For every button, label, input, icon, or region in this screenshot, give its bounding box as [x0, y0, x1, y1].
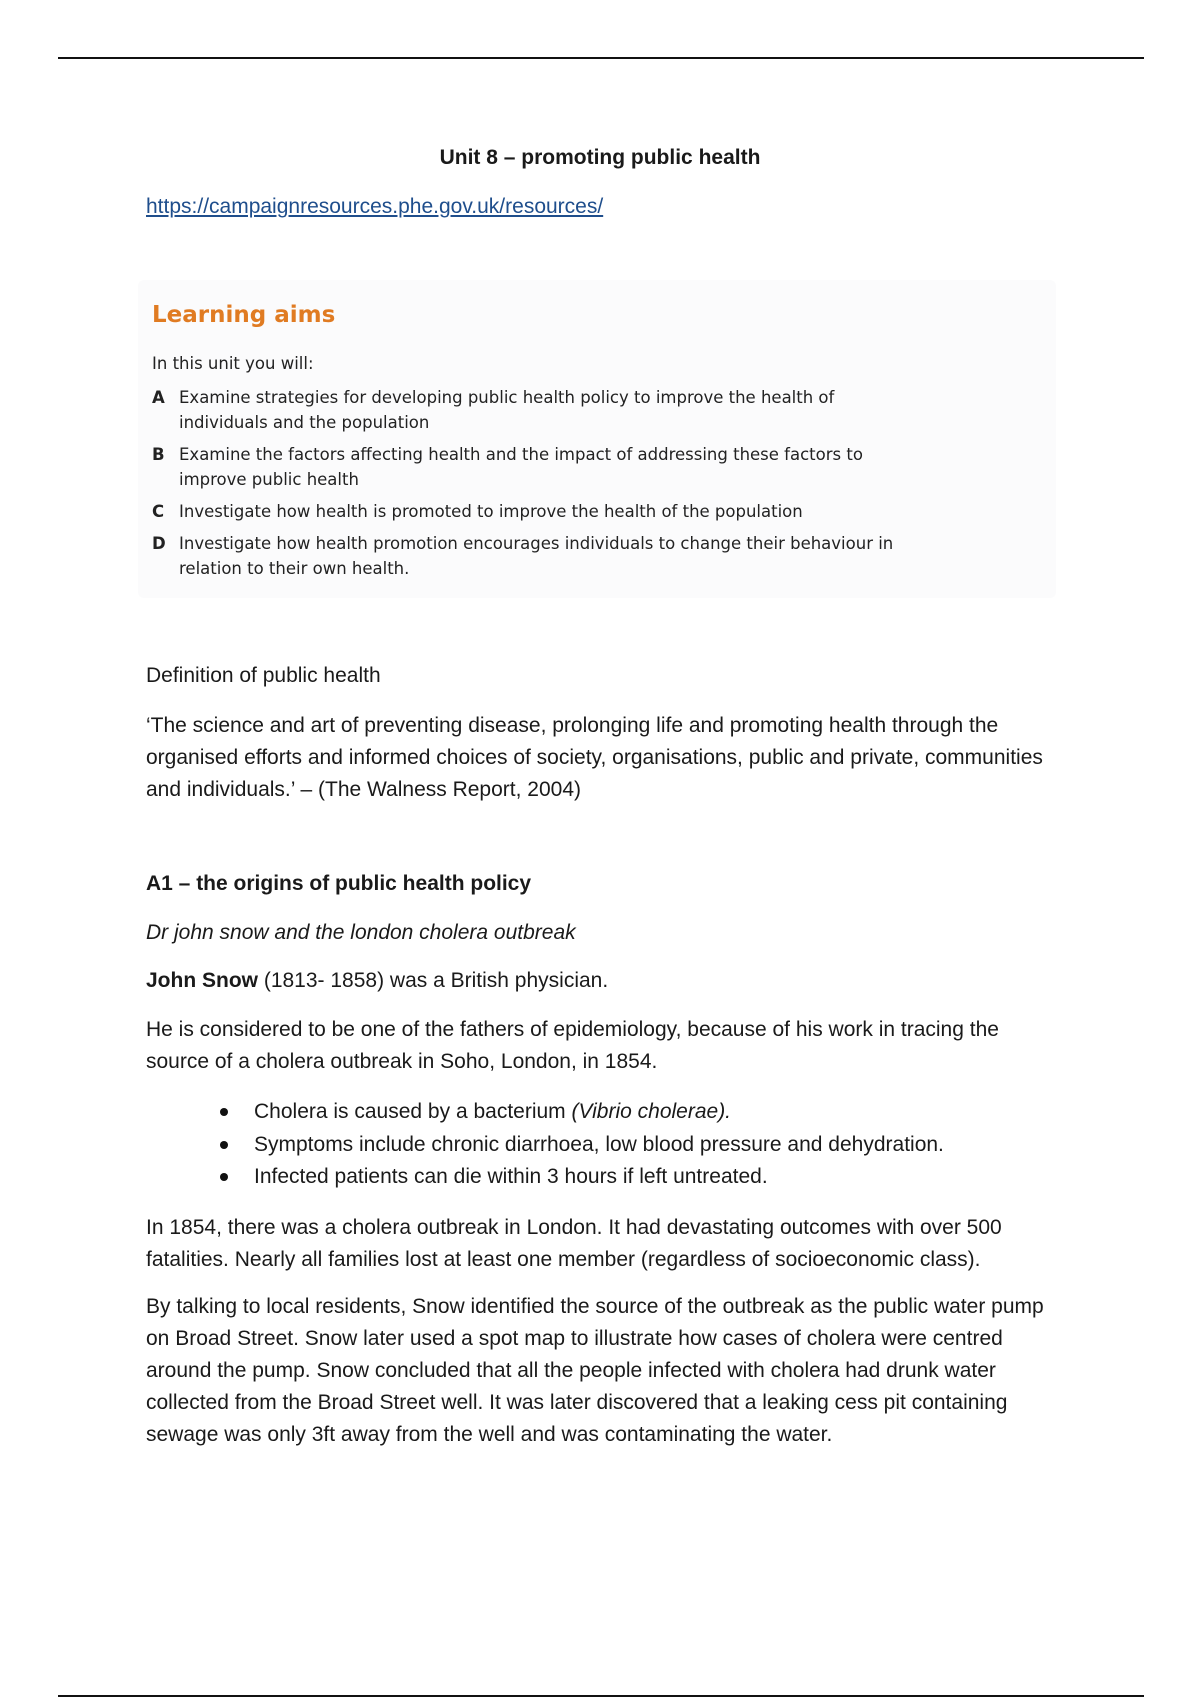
learning-aim-item: [152, 531, 1032, 581]
learning-aims-list: [152, 385, 1032, 588]
snow-intro-paragraph: [146, 965, 1066, 997]
learning-aims-intro: In this unit you will:: [152, 354, 314, 373]
snow-intro-text: (1813- 1858) was a British physician.: [258, 969, 609, 992]
bullet-text: Symptoms include chronic diarrhoea, low blood pressure and dehydration.: [254, 1132, 944, 1156]
bullet-text: Infected patients can die within 3 hours if left untreated.: [254, 1165, 768, 1188]
list-item: [146, 1161, 1046, 1194]
aim-text: Examine strategies for developing public health policy to improve the health of individuals and the population: [179, 388, 835, 432]
header-rule: [58, 57, 1144, 59]
bullet-text: Cholera is caused by a bacterium: [254, 1100, 572, 1123]
snow-name: John Snow: [146, 969, 258, 992]
list-item: [146, 1129, 1046, 1162]
section-a1-subheading: Dr john snow and the london cholera outbreak: [146, 921, 576, 944]
learning-aim-item: [152, 385, 1032, 435]
aim-text: Examine the factors affecting health and the impact of addressing these factors to improve public health: [179, 445, 863, 489]
learning-aims-heading: Learning aims: [152, 302, 336, 328]
footer-rule: [58, 1695, 1144, 1697]
aim-letter: A: [152, 388, 165, 407]
aim-text: Investigate how health promotion encourages individuals to change their behaviour in relation to their own health.: [179, 534, 894, 578]
list-item: [146, 1096, 1046, 1129]
broad-street-paragraph: By talking to local residents, Snow identified the source of the outbreak as the public water pump on Broad Street. Snow later used a spot map to illustrate how cases of cholera were centred around the pump. Snow concluded that all the people infected with cholera had drunk water collected from the Broad Street well. It was later discovered that a leaking cess pit containing sewage was only 3ft away from the well and was contaminating the water.: [146, 1295, 1044, 1446]
definition-quote: ‘The science and art of preventing disease, prolonging life and promoting health through the organised efforts and informed choices of society, organisations, public and private, communities and individuals.’ – (The Walness Report, 2004): [146, 714, 1043, 801]
bullet-icon: [220, 1141, 228, 1149]
cholera-facts-list: [146, 1096, 1046, 1194]
learning-aim-item: [152, 442, 1032, 492]
aim-text: Investigate how health is promoted to improve the health of the population: [179, 502, 803, 521]
learning-aim-item: [152, 499, 1032, 524]
page-title: Unit 8 – promoting public health: [439, 146, 761, 169]
definition-heading: Definition of public health: [146, 664, 381, 687]
resources-link[interactable]: https://campaignresources.phe.gov.uk/resources/: [146, 195, 604, 218]
learning-aims-box: [138, 280, 1056, 598]
bullet-icon: [220, 1173, 228, 1181]
section-a1-heading: A1 – the origins of public health policy: [146, 872, 532, 895]
aim-letter: C: [152, 502, 165, 521]
outbreak-paragraph: In 1854, there was a cholera outbreak in London. It had devastating outcomes with over 500 fatalities. Nearly all families lost at least one member (regardless of socioeconomic class).: [146, 1216, 1002, 1271]
bullet-italic: (Vibrio cholerae).: [571, 1100, 732, 1123]
aim-letter: D: [152, 534, 166, 553]
aim-letter: B: [152, 445, 165, 464]
epidemiology-paragraph: He is considered to be one of the fathers of epidemiology, because of his work in tracing the source of a cholera outbreak in Soho, London, in 1854.: [146, 1018, 999, 1073]
bullet-icon: [220, 1108, 228, 1116]
